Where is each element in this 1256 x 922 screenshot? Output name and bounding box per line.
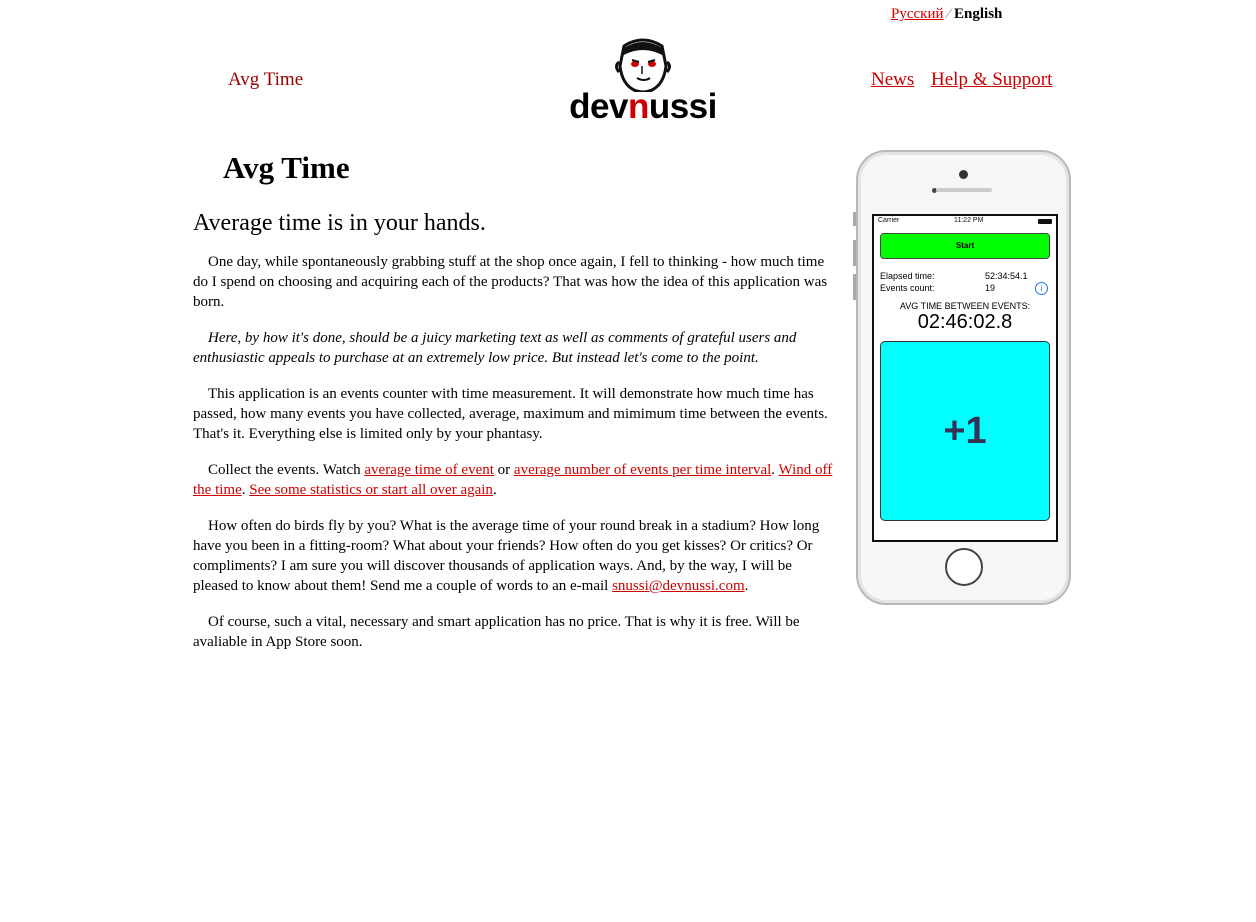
battery-icon xyxy=(1038,219,1052,224)
start-button[interactable]: Start xyxy=(880,233,1050,259)
clock-label: 11:22 PM xyxy=(953,217,984,224)
carrier-label: Carrier xyxy=(878,217,900,224)
nav-help-support-link[interactable]: Help & Support xyxy=(931,69,1053,90)
paragraph-intro: One day, while spontaneously grabbing stuff at the shop once again, I fell to thinking - how much time do I spend on choosing and acquiring each of the products? That was how the idea of this application was born. xyxy=(193,254,828,310)
statistics-link[interactable]: See some statistics or start all over again xyxy=(249,482,493,498)
devnussi-logo[interactable] xyxy=(566,36,720,128)
avg-label: AVG TIME BETWEEN EVENTS: xyxy=(899,301,1031,311)
lang-english-current: English xyxy=(954,6,1003,22)
events-label: Events count: xyxy=(880,283,935,293)
phone-side-button xyxy=(853,212,856,226)
elapsed-value: 52:34:54.1 xyxy=(985,271,1028,281)
main-content xyxy=(193,150,833,668)
face-icon xyxy=(566,36,720,92)
phone-screen xyxy=(872,214,1058,542)
phone-mockup xyxy=(856,150,1071,605)
plus-one-button[interactable]: +1 xyxy=(880,341,1050,521)
top-nav xyxy=(871,69,1064,91)
phone-side-button xyxy=(853,274,856,300)
average-events-link[interactable]: average number of events per time interval xyxy=(513,462,772,478)
phone-home-button xyxy=(945,548,983,586)
events-value: 19 xyxy=(985,283,996,293)
paragraph-features: Collect the events. Watch average time of event or average number of events per time interval. Wind off the time. See some statistics or start all over again. xyxy=(193,462,833,498)
paragraph-usage: How often do birds fly by you? What is the average time of your round break in a stadium? How long have you been in a fitting-room? What about your friends? How often do you get kisses? Or critics? Or compliments? I am sure you will discover thousands of application ways. And, by the way, I will be pleased to know about them! Send me a couple of words to an e-mail snussi@devnussi.com. xyxy=(193,518,820,594)
average-time-link[interactable]: average time of event xyxy=(364,462,494,478)
phone-camera-icon xyxy=(959,170,968,179)
elapsed-label: Elapsed time: xyxy=(880,271,935,281)
info-icon[interactable]: i xyxy=(1035,282,1048,295)
paragraph-marketing: Here, by how it's done, should be a juicy marketing text as well as comments of grateful users and enthusiastic appeals to purchase at an extremely low price. But instead let's come to the point. xyxy=(193,330,797,366)
app-name-header: Avg Time xyxy=(228,69,304,90)
phone-status-bar xyxy=(874,216,1056,229)
page-title: Avg Time xyxy=(223,150,350,185)
paragraph-price: Of course, such a vital, necessary and smart application has no price. That is why it is free. Will be avaliable in App Store soon. xyxy=(193,614,800,650)
lang-separator: ⁄ xyxy=(947,6,951,22)
nav-news-link[interactable]: News xyxy=(871,69,915,90)
avg-value: 02:46:02.8 xyxy=(917,311,1013,333)
phone-speaker-icon xyxy=(936,188,992,192)
wind-off-time-link[interactable]: Wind off the time xyxy=(193,462,833,498)
stats-panel xyxy=(880,270,1050,294)
page-subtitle: Average time is in your hands. xyxy=(193,210,486,236)
paragraph-description: This application is an events counter with time measurement. It will demonstrate how much time has passed, how many events you have collected, average, maximum and mimimum time between the events. That's it. Everything else is limited only by your phantasy. xyxy=(193,386,828,442)
email-link[interactable]: snussi@devnussi.com xyxy=(612,578,745,594)
language-switcher xyxy=(891,6,1002,23)
lang-russian-link[interactable]: Русский xyxy=(891,6,944,22)
logo-wordmark: devnussi xyxy=(569,87,717,126)
phone-side-button xyxy=(853,240,856,266)
